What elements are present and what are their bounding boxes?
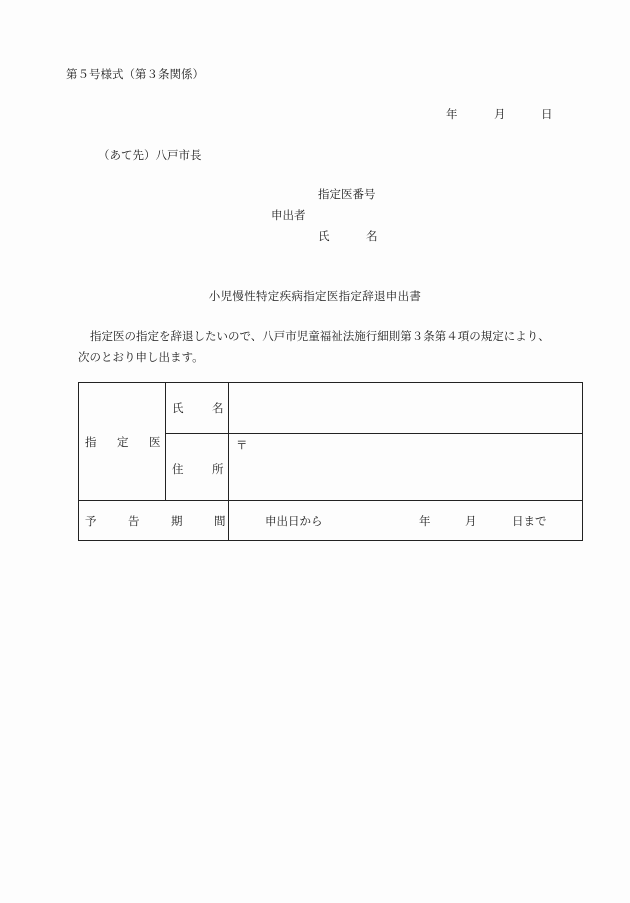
notice-period-char-4: 間 bbox=[214, 513, 226, 528]
name-label-char-1: 氏 bbox=[172, 401, 184, 415]
notice-period-char-2: 告 bbox=[128, 513, 140, 528]
notice-period-label-cell bbox=[79, 501, 229, 541]
period-month-label: 月 bbox=[465, 513, 477, 528]
body-line-1: 指定医の指定を辞退したいので、八戸市児童福祉法施行細則第３条第４項の規定により、 bbox=[90, 329, 550, 343]
from-submission-label: 申出日から bbox=[265, 513, 323, 528]
designated-doctor-cell bbox=[79, 383, 166, 501]
address-label-cell bbox=[166, 434, 229, 501]
address-value-field[interactable] bbox=[229, 434, 583, 501]
designated-doctor-char-3: 医 bbox=[149, 434, 161, 449]
name-label-char-2: 名 bbox=[212, 401, 224, 415]
designated-doctor-char-2: 定 bbox=[117, 434, 129, 449]
designated-doctor-char-1: 指 bbox=[85, 434, 97, 449]
body-line-2: 次のとおり申し出ます。 bbox=[78, 350, 204, 364]
applicant-label: 申出者 bbox=[271, 208, 306, 222]
designation-number-label: 指定医番号 bbox=[318, 187, 376, 201]
withdrawal-form-table bbox=[78, 382, 583, 541]
notice-period-value-field[interactable] bbox=[229, 501, 583, 541]
name-value-field[interactable] bbox=[229, 383, 583, 434]
addressee: （あて先）八戸市長 bbox=[98, 148, 202, 162]
period-until-day-label: 日まで bbox=[512, 513, 547, 528]
address-label-char-1: 住 bbox=[172, 462, 184, 476]
date-year-label: 年 bbox=[446, 107, 458, 121]
date-month-label: 月 bbox=[494, 107, 506, 121]
name-row bbox=[79, 383, 583, 434]
form-number: 第５号様式（第３条関係） bbox=[66, 67, 204, 81]
notice-period-row bbox=[79, 501, 583, 541]
applicant-name-label-2: 名 bbox=[366, 229, 378, 243]
body-text bbox=[78, 326, 550, 368]
date-day-label: 日 bbox=[541, 107, 553, 121]
applicant-name-label-1: 氏 bbox=[318, 229, 330, 243]
name-label-cell bbox=[166, 383, 229, 434]
notice-period-char-3: 期 bbox=[171, 513, 183, 528]
address-label-char-2: 所 bbox=[212, 462, 224, 476]
notice-period-char-1: 予 bbox=[85, 513, 97, 528]
period-year-label: 年 bbox=[419, 513, 431, 528]
postal-mark: 〒 bbox=[236, 438, 248, 452]
document-title: 小児慢性特定疾病指定医指定辞退申出書 bbox=[208, 289, 422, 303]
